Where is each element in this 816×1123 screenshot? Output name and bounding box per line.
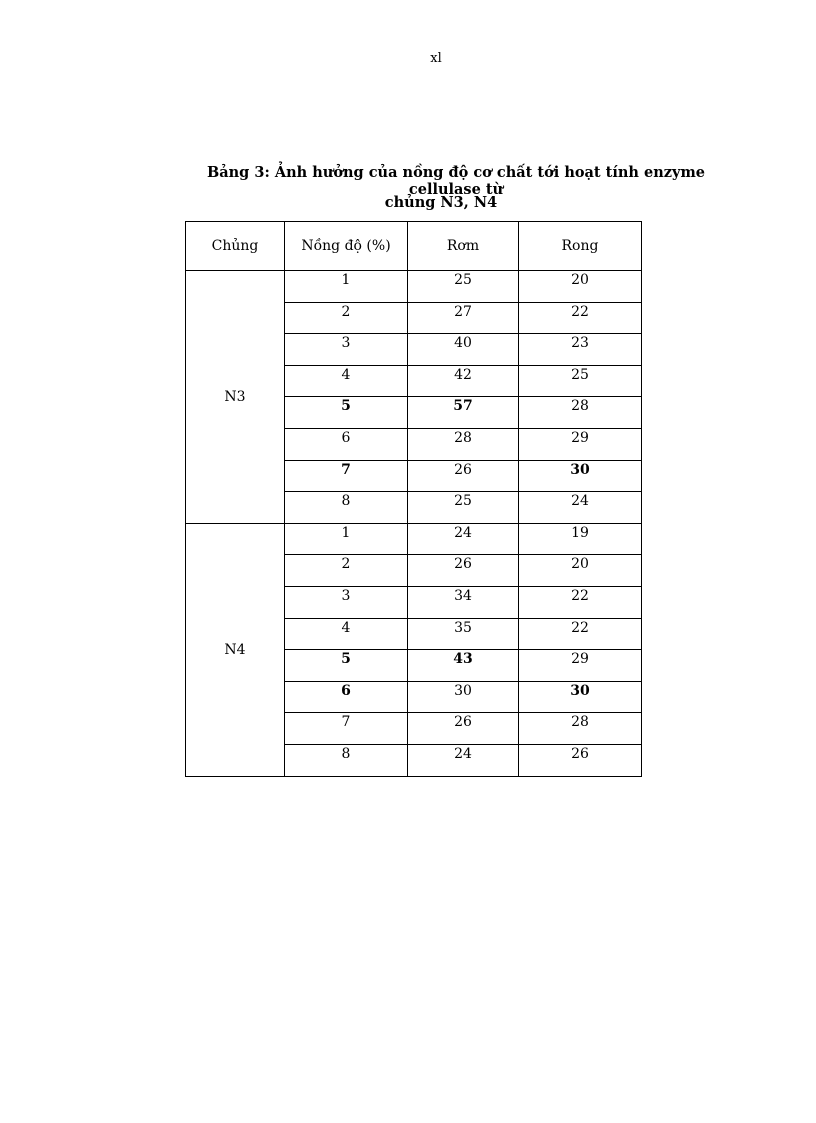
table-body xyxy=(186,271,642,777)
concentration-cell: 5 xyxy=(285,650,408,682)
rong-cell: 24 xyxy=(519,492,642,524)
concentration-cell: 7 xyxy=(285,460,408,492)
rom-cell: 40 xyxy=(408,334,519,366)
concentration-cell: 1 xyxy=(285,271,408,303)
rom-cell: 35 xyxy=(408,618,519,650)
rom-cell: 26 xyxy=(408,555,519,587)
concentration-cell: 7 xyxy=(285,713,408,745)
rong-cell: 20 xyxy=(519,555,642,587)
header-rom: Rơm xyxy=(408,222,519,271)
rong-cell: 30 xyxy=(519,460,642,492)
concentration-cell: 4 xyxy=(285,618,408,650)
strain-cell: N4 xyxy=(186,523,285,776)
concentration-cell: 1 xyxy=(285,523,408,555)
table-caption-line-1: Bảng 3: Ảnh hưởng của nồng độ cơ chất tới hoạt tính enzyme cellulase từ xyxy=(206,164,706,198)
rong-cell: 30 xyxy=(519,681,642,713)
rom-cell: 57 xyxy=(408,397,519,429)
rong-cell: 26 xyxy=(519,744,642,776)
concentration-cell: 3 xyxy=(285,334,408,366)
header-strain: Chủng xyxy=(186,222,285,271)
rom-cell: 26 xyxy=(408,713,519,745)
rong-cell: 29 xyxy=(519,650,642,682)
substrate-concentration-table xyxy=(185,221,642,777)
concentration-cell: 6 xyxy=(285,428,408,460)
table-header-row xyxy=(186,222,642,271)
rong-cell: 28 xyxy=(519,397,642,429)
table-caption-line-2: chủng N3, N4 xyxy=(384,194,498,211)
rom-cell: 30 xyxy=(408,681,519,713)
rong-cell: 22 xyxy=(519,302,642,334)
header-rong: Rong xyxy=(519,222,642,271)
concentration-cell: 2 xyxy=(285,302,408,334)
rong-cell: 28 xyxy=(519,713,642,745)
rong-cell: 20 xyxy=(519,271,642,303)
rom-cell: 25 xyxy=(408,492,519,524)
rom-cell: 26 xyxy=(408,460,519,492)
rom-cell: 28 xyxy=(408,428,519,460)
rom-cell: 34 xyxy=(408,586,519,618)
rong-cell: 22 xyxy=(519,618,642,650)
page-number: xl xyxy=(430,51,442,66)
rong-cell: 29 xyxy=(519,428,642,460)
concentration-cell: 6 xyxy=(285,681,408,713)
concentration-cell: 4 xyxy=(285,365,408,397)
concentration-cell: 8 xyxy=(285,492,408,524)
rong-cell: 22 xyxy=(519,586,642,618)
rom-cell: 24 xyxy=(408,523,519,555)
strain-cell: N3 xyxy=(186,271,285,524)
table-row xyxy=(186,523,642,555)
concentration-cell: 8 xyxy=(285,744,408,776)
rom-cell: 27 xyxy=(408,302,519,334)
rom-cell: 25 xyxy=(408,271,519,303)
concentration-cell: 5 xyxy=(285,397,408,429)
concentration-cell: 3 xyxy=(285,586,408,618)
concentration-cell: 2 xyxy=(285,555,408,587)
rom-cell: 42 xyxy=(408,365,519,397)
table-row xyxy=(186,271,642,303)
rom-cell: 24 xyxy=(408,744,519,776)
header-concentration: Nồng độ (%) xyxy=(285,222,408,271)
rong-cell: 19 xyxy=(519,523,642,555)
rom-cell: 43 xyxy=(408,650,519,682)
rong-cell: 23 xyxy=(519,334,642,366)
rong-cell: 25 xyxy=(519,365,642,397)
